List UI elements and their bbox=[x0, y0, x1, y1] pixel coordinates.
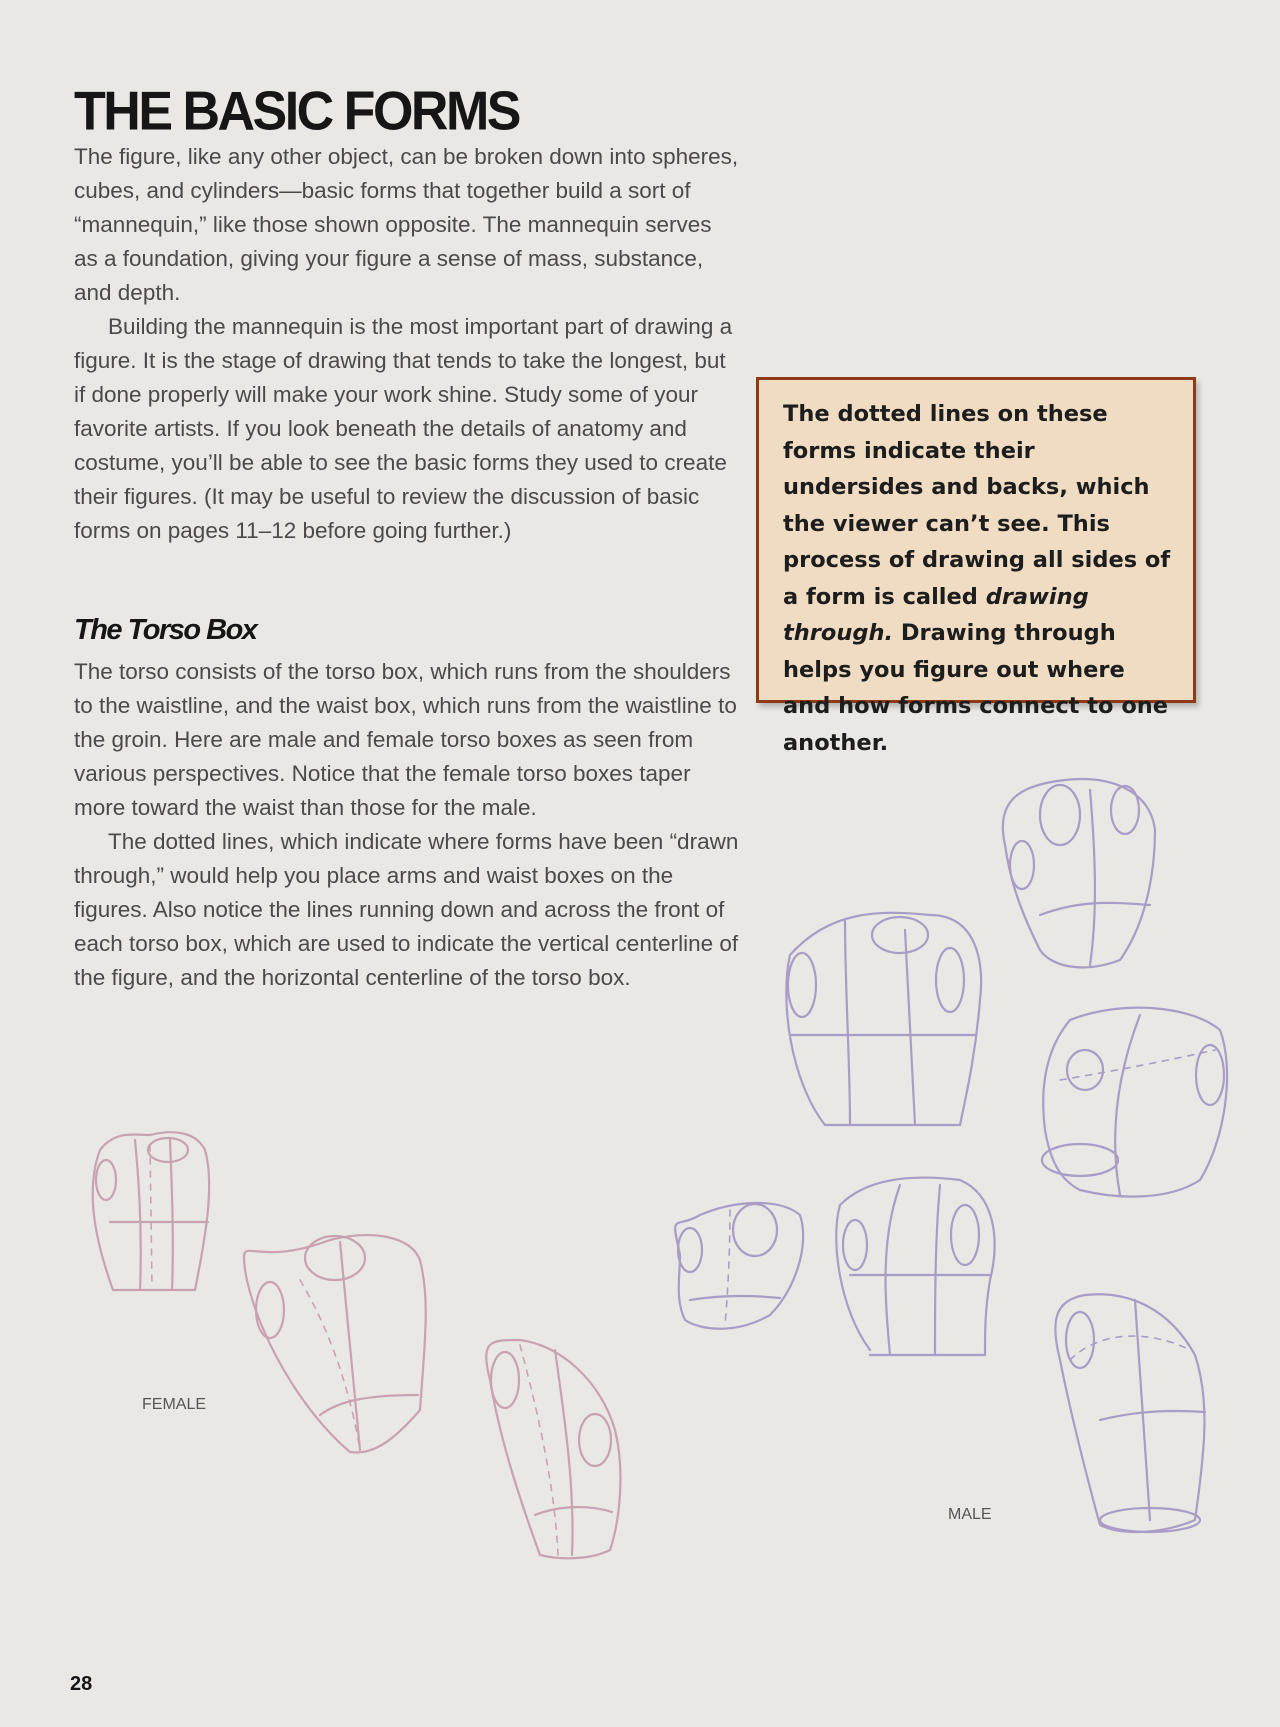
callout-text: Drawing through helps you figure out where and how forms connect to one another. bbox=[783, 620, 1169, 756]
male-torso-sketch-profile bbox=[1055, 1294, 1205, 1532]
female-torso-sketch-three-quarter bbox=[244, 1235, 426, 1452]
intro-paragraph: The figure, like any other object, can be broken down into spheres, cubes, and cylinders—basic forms that together build a sort of “mannequin,” like those shown opposite. The mannequin serves as a foundation, giving your figure a sense of mass, substance, and depth. bbox=[74, 144, 739, 305]
callout-text: The dotted lines on these forms indicate their undersides and backs, which the viewer can’t see. This process of drawing all sides of a form is called bbox=[783, 401, 1171, 610]
female-torso-sketch-front bbox=[93, 1132, 209, 1290]
page-number: 28 bbox=[70, 1673, 93, 1695]
torso-paragraph: The dotted lines, which indicate where forms have been “drawn through,” would help you place arms and waist boxes on the figures. Also notice the lines running down and across the front of each torso box, which are used to indicate the vertical centerline of the figure, and the horizontal centerline of the torso box. bbox=[74, 829, 739, 990]
male-torso-sketch-top-right bbox=[1003, 779, 1155, 967]
male-torso-sketch-small bbox=[675, 1203, 803, 1329]
male-caption: MALE bbox=[948, 1506, 992, 1523]
female-torso-sketch-back bbox=[486, 1340, 620, 1558]
intro-paragraph: Building the mannequin is the most important part of drawing a figure. It is the stage of drawing that tends to take the longest, but if done properly will make your work shine. Study some of your favorite artists. If you look beneath the details of anatomy and costume, you’ll be able to see the basic forms they used to create their figures. (It may be useful to review the discussion of basic forms on pages 11–12 before going further.) bbox=[74, 314, 733, 543]
callout-emphasis: drawing through. bbox=[783, 583, 1089, 646]
male-torso-sketch-center bbox=[836, 1178, 994, 1355]
section-heading: The Torso Box bbox=[74, 614, 257, 646]
male-torso-sketch-front bbox=[786, 913, 981, 1125]
page-title: THE BASIC FORMS bbox=[74, 81, 519, 142]
torso-paragraph: The torso consists of the torso box, which runs from the shoulders to the waistline, and the waist box, which runs from the waistline to the groin. Here are male and female torso boxes as seen from various perspectives. Notice that the female torso boxes taper more toward the waist than those for the male. bbox=[74, 659, 737, 820]
female-caption: FEMALE bbox=[142, 1396, 207, 1413]
male-torso-sketch-back bbox=[1042, 1008, 1227, 1197]
